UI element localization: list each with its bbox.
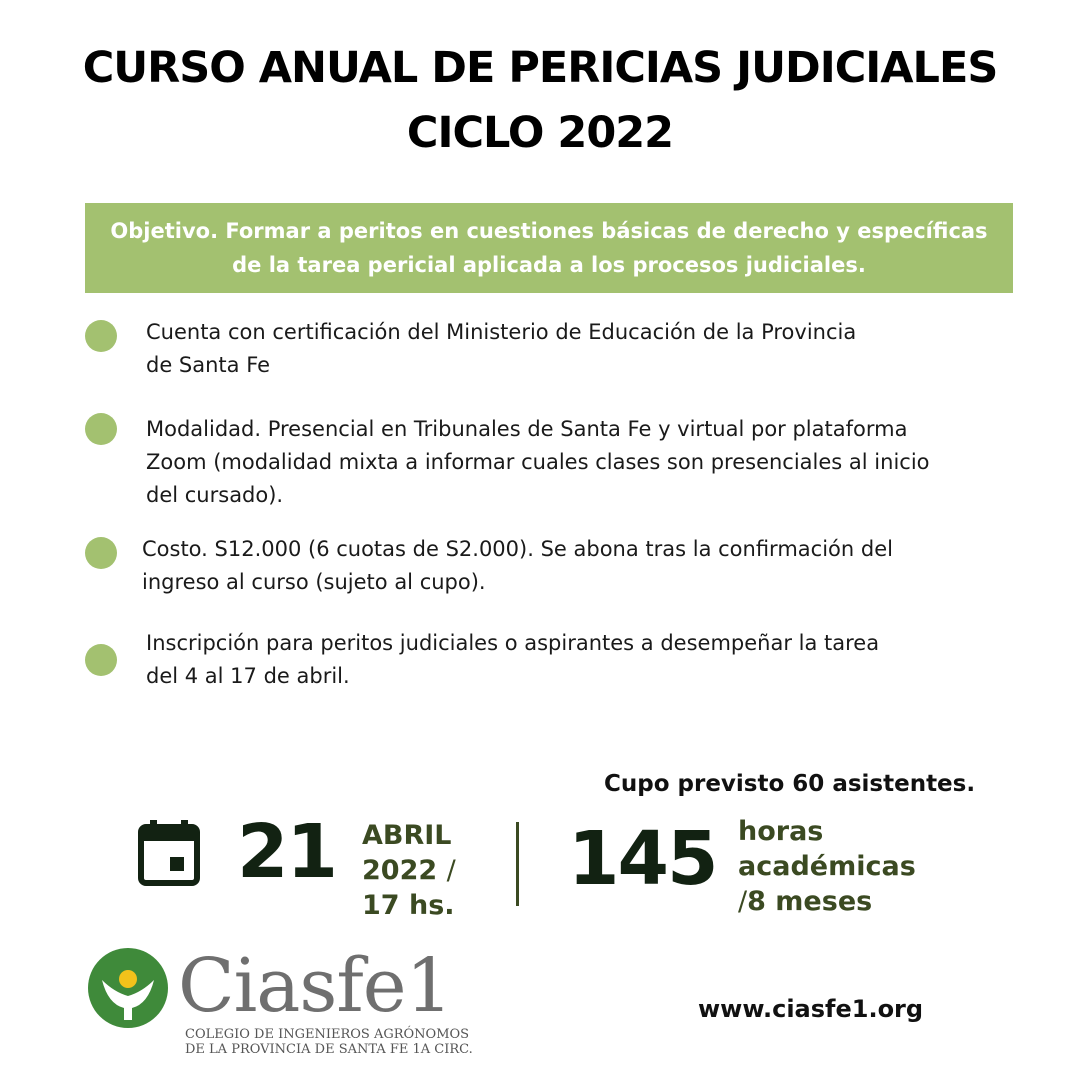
hours-number: 145 [568, 816, 717, 902]
vertical-divider [516, 822, 519, 906]
start-month: ABRIL [362, 820, 452, 851]
bullet-text: del cursado). [146, 483, 284, 507]
bullet-dot-icon [85, 413, 117, 445]
bullet-dot-icon [85, 537, 117, 569]
duration-months: 8 meses [747, 886, 873, 917]
page-title-line1: CURSO ANUAL DE PERICIAS JUDICIALES [82, 43, 998, 93]
objective-text-line1: Objetivo. Formar a peritos en cuestiones básicas de derecho y específicas [110, 219, 988, 243]
page-title-line2: CICLO 2022 [406, 108, 674, 158]
separator-slash: / [738, 886, 748, 917]
website-link[interactable]: www.ciasfe1.org [698, 995, 924, 1023]
logo-subtitle-line1: COLEGIO DE INGENIEROS AGRÓNOMOS [185, 1027, 470, 1042]
logo-wordmark: Ciasfe1 [178, 943, 452, 1029]
start-year: 2022 [362, 855, 438, 886]
objective-text-line2: de la tarea pericial aplicada a los procesos judiciales. [232, 253, 866, 277]
logo-subtitle-line2: DE LA PROVINCIA DE SANTA FE 1A CIRC. [185, 1042, 473, 1057]
start-time: 17 hs. [362, 890, 455, 921]
bullet-text: del 4 al 17 de abril. [146, 664, 350, 688]
bullet-text: de Santa Fe [146, 353, 271, 377]
bullet-text: Cuenta con certificación del Ministerio de Educación de la Provincia [146, 320, 857, 344]
hours-label-line3 [738, 888, 872, 915]
hours-label-line2: académicas [738, 851, 916, 882]
start-year-line [362, 857, 456, 884]
bullet-text: Zoom (modalidad mixta a informar cuales clases son presenciales al inicio [146, 450, 930, 474]
bullet-text: Inscripción para peritos judiciales o aspirantes a desempeñar la tarea [146, 631, 880, 655]
capacity-note: Cupo previsto 60 asistentes. [604, 771, 976, 797]
separator-slash: / [446, 855, 456, 886]
objective-banner [85, 203, 1013, 293]
bullet-dot-icon [85, 320, 117, 352]
bullet-text: Modalidad. Presencial en Tribunales de Santa Fe y virtual por plataforma [146, 417, 908, 441]
hours-label-line1: horas [738, 816, 824, 847]
bullet-dot-icon [85, 644, 117, 676]
calendar-icon [138, 820, 200, 886]
bullet-text: Costo. S12.000 (6 cuotas de S2.000). Se abona tras la confirmación del [142, 537, 893, 561]
start-day: 21 [237, 809, 336, 895]
ciasfe-logo-icon [86, 946, 170, 1030]
bullet-text: ingreso al curso (sujeto al cupo). [142, 570, 486, 594]
